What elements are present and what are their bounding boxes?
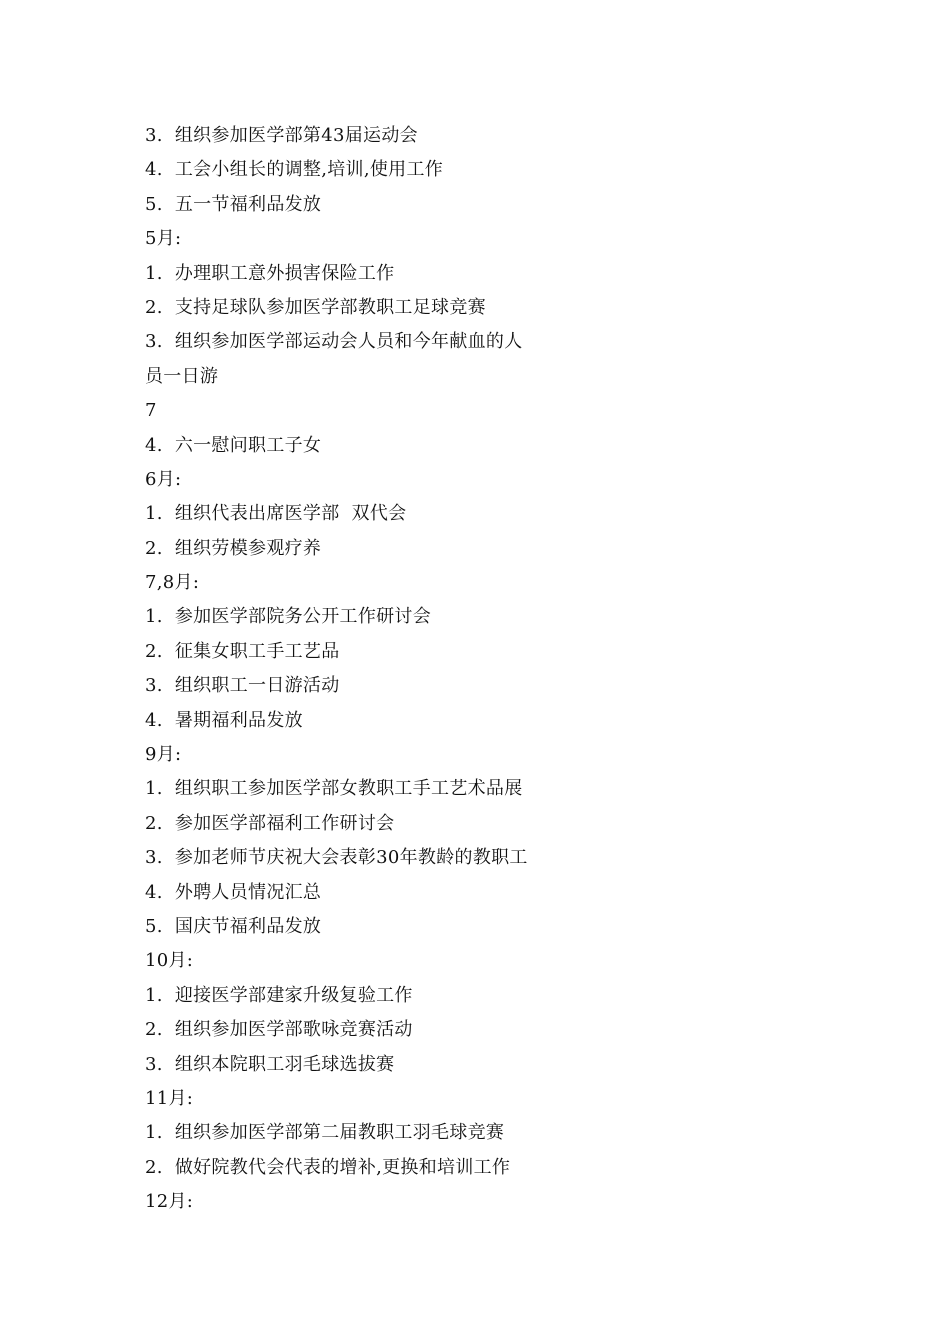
text-line: 4. 暑期福利品发放 xyxy=(145,709,303,731)
month-heading: 11月: xyxy=(145,1087,194,1109)
month-heading: 6月: xyxy=(145,468,182,490)
text-line: 2. 参加医学部福利工作研讨会 xyxy=(145,812,395,834)
text-line: 5. 五一节福利品发放 xyxy=(145,193,322,215)
text-line: 2. 做好院教代会代表的增补,更换和培训工作 xyxy=(145,1156,511,1178)
page-number: 7 xyxy=(145,400,157,422)
month-heading: 12月: xyxy=(145,1191,194,1213)
month-heading: 10月: xyxy=(145,950,194,972)
text-line: 1. 组织参加医学部第二届教职工羽毛球竞赛 xyxy=(145,1122,505,1144)
text-line: 1. 组织代表出席医学部 双代会 xyxy=(145,503,407,525)
text-line: 1. 迎接医学部建家升级复验工作 xyxy=(145,984,413,1006)
text-line: 3. 组织参加医学部第43届运动会 xyxy=(145,125,418,146)
document-body xyxy=(145,119,805,1220)
month-heading: 5月: xyxy=(145,228,182,250)
text-line: 3. 参加老师节庆祝大会表彰30年教龄的教职工 xyxy=(145,847,528,869)
text-line: 2. 征集女职工手工艺品 xyxy=(145,640,340,662)
text-line: 4. 外聘人员情况汇总 xyxy=(145,881,322,903)
text-line: 5. 国庆节福利品发放 xyxy=(145,915,322,937)
text-line: 4. 六一慰问职工子女 xyxy=(145,434,322,456)
text-line: 1. 参加医学部院务公开工作研讨会 xyxy=(145,606,432,628)
month-heading: 9月: xyxy=(145,744,182,766)
text-line: 1. 组织职工参加医学部女教职工手工艺术品展 xyxy=(145,778,523,800)
text-line: 1. 办理职工意外损害保险工作 xyxy=(145,262,395,284)
text-line: 3. 组织参加医学部运动会人员和今年献血的人 xyxy=(145,331,523,353)
text-line: 3. 组织本院职工羽毛球选拔赛 xyxy=(145,1053,395,1075)
text-line: 2. 组织劳模参观疗养 xyxy=(145,537,322,559)
text-line: 4. 工会小组长的调整,培训,使用工作 xyxy=(145,159,444,181)
text-line: 2. 组织参加医学部歌咏竞赛活动 xyxy=(145,1019,413,1041)
text-line: 员一日游 xyxy=(145,365,219,387)
month-heading: 7,8月: xyxy=(145,572,200,594)
text-line: 3. 组织职工一日游活动 xyxy=(145,675,340,697)
text-line: 2. 支持足球队参加医学部教职工足球竞赛 xyxy=(145,296,486,318)
